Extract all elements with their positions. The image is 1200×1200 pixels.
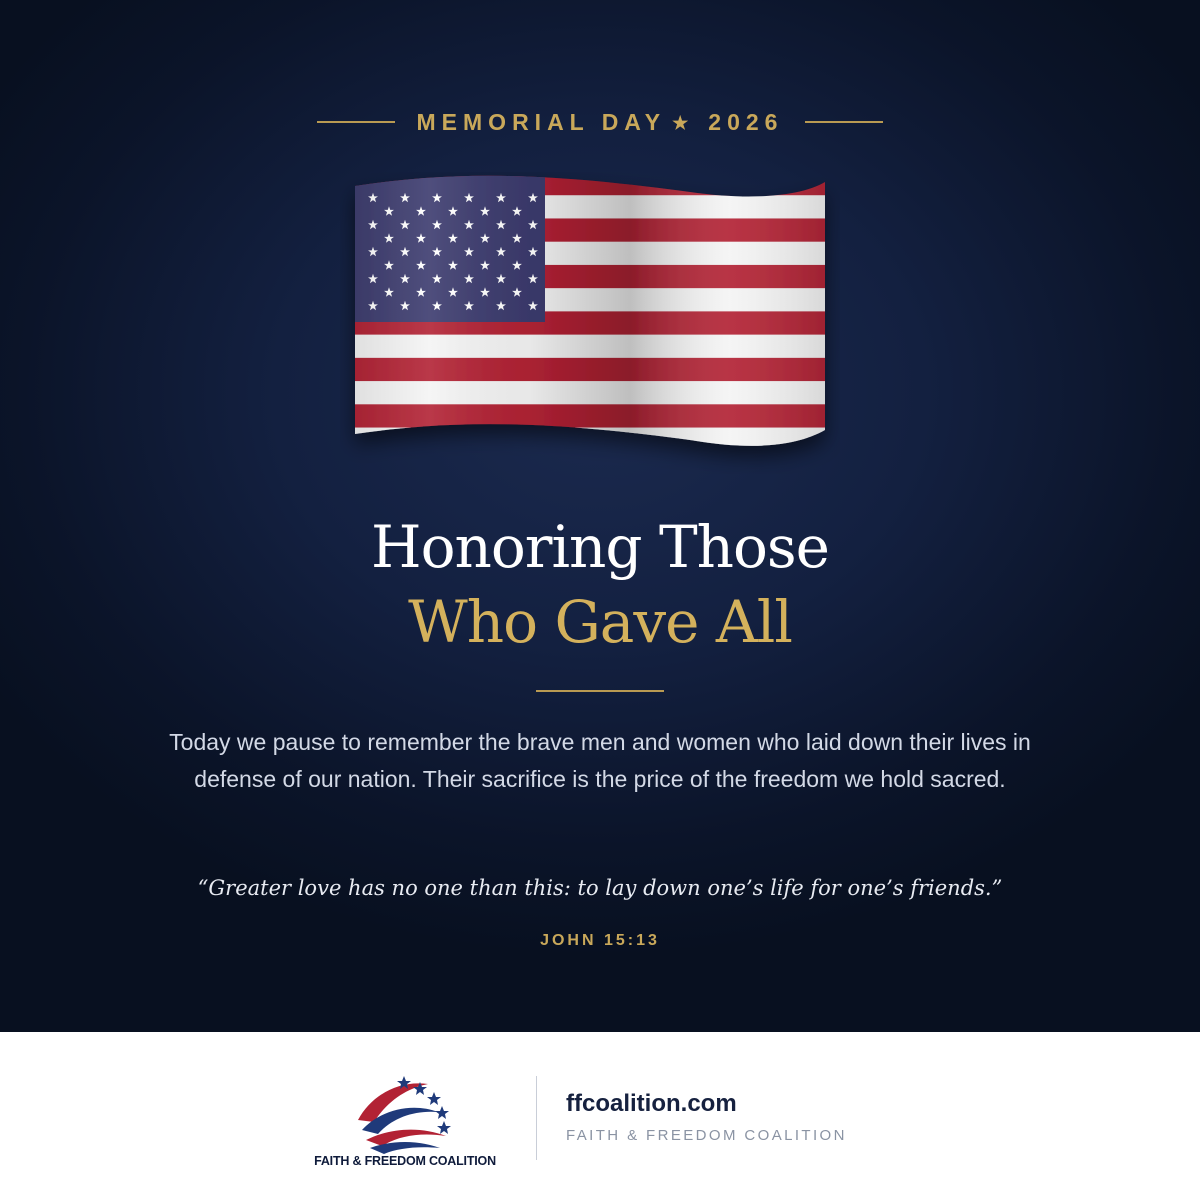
- organization-name: FAITH & FREEDOM COALITION: [566, 1127, 847, 1144]
- scripture-quote: “Greater love has no one than this: to lay down one’s life for one’s friends.”: [197, 876, 1003, 900]
- eyebrow-header: [0, 104, 1200, 140]
- eyebrow-text: [417, 109, 784, 136]
- headline-line-1: Honoring Those: [370, 513, 829, 581]
- website-link[interactable]: ffcoalition.com: [566, 1090, 737, 1117]
- eyebrow-rule-left: [317, 121, 395, 123]
- body-paragraph: Today we pause to remember the brave men and women who laid down their lives in defense of our nation. Their sacrifice is the price of the freedom we hold sacred.: [169, 729, 1031, 792]
- footer-divider: [536, 1076, 537, 1160]
- us-flag-icon: [340, 172, 840, 474]
- headline-line-2: Who Gave All: [408, 588, 792, 656]
- logo-swoosh-icon: [300, 1070, 510, 1154]
- eyebrow-year: 2026: [708, 108, 784, 135]
- eyebrow-rule-right: [805, 121, 883, 123]
- footer: [0, 1032, 1200, 1200]
- eyebrow-label: MEMORIAL DAY: [416, 108, 667, 135]
- faith-freedom-coalition-logo[interactable]: [300, 1070, 510, 1178]
- gold-divider: [536, 690, 664, 692]
- star-icon: ★: [672, 112, 695, 133]
- scripture-citation: JOHN 15:13: [540, 932, 660, 949]
- logo-wordmark: FAITH & FREEDOM COALITION: [314, 1154, 496, 1168]
